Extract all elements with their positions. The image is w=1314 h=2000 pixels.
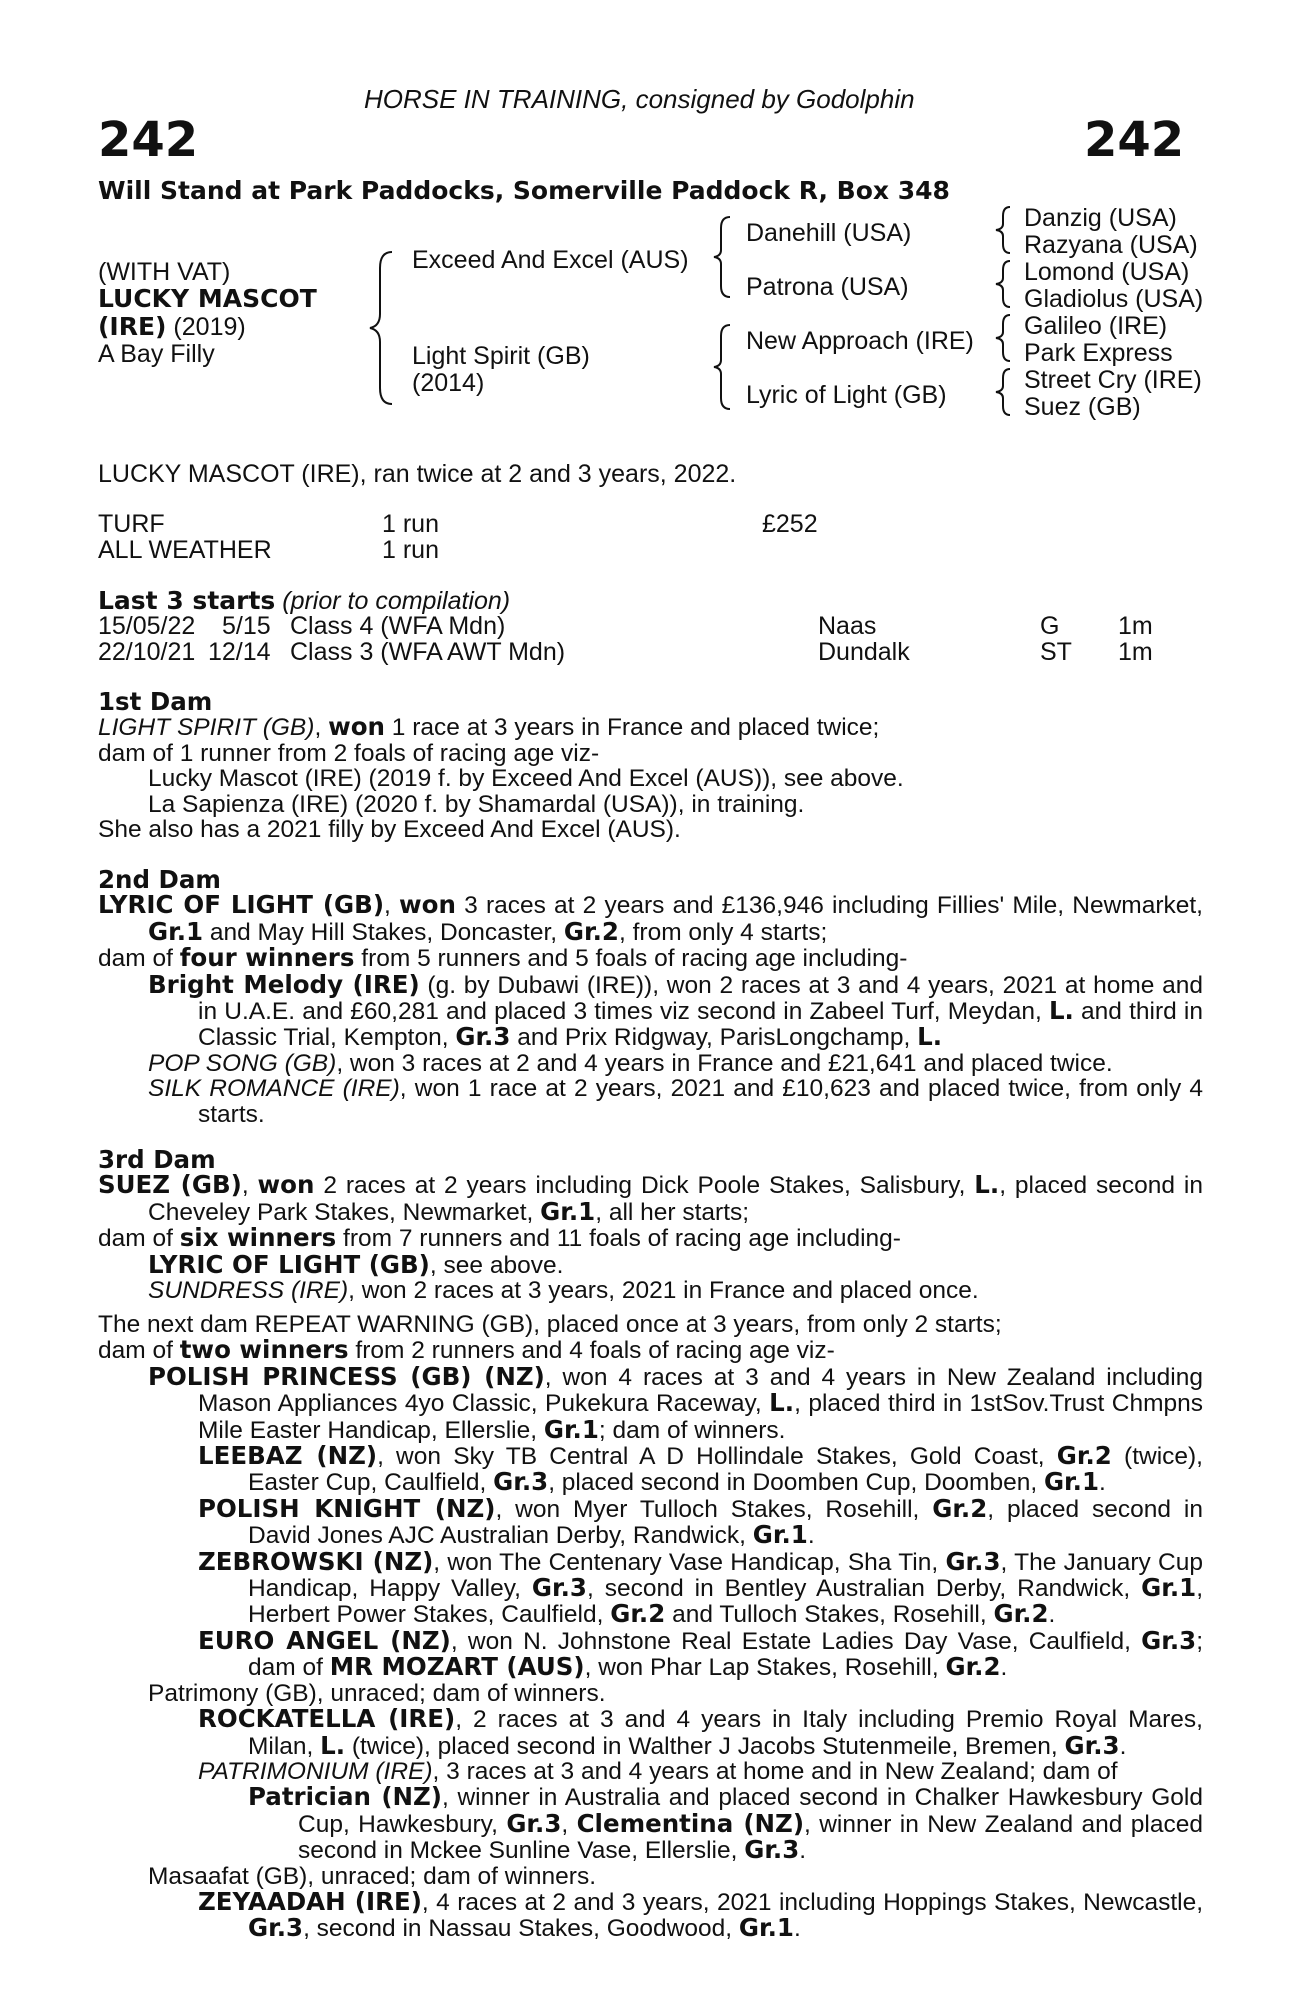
text: . [799,1837,807,1865]
produce-item [98,1759,1203,1784]
start-race: Class 4 (WFA Mdn) [290,612,506,640]
race-summary: LUCKY MASCOT (IRE), ran twice at 2 and 3 years, 2022. [98,460,737,488]
first-dam-note: She also has a 2021 filly by Exceed And Excel (AUS). [98,816,681,844]
start-going: G [1040,612,1060,640]
text: 1 race at 3 years in France and placed twice; [384,714,880,742]
aw-runs: 1 run [382,536,439,564]
text: , from only 4 starts; [618,918,828,946]
text: , won The Centenary Vase Handicap, Sha Tin, [433,1548,946,1576]
stand-info: Will Stand at Park Paddocks, Somerville Paddock R, Box 348 [98,176,950,205]
start-course: Dundalk [818,638,910,666]
won-label: won [257,1170,315,1200]
text: , placed third in 1stSov.Trust Chmpns Mile Easter Handicap, Ellerslie, [198,1390,1204,1444]
last-starts-title: Last 3 starts [98,586,276,615]
text: from 5 runners and 5 foals of racing age including- [354,945,908,973]
text: , won 2 races at 3 years, 2021 in France and placed once. [348,1277,979,1305]
produce-name: ZEYAADAH (IRE) [198,1886,422,1916]
grade-label: Gr.1 [148,916,204,946]
grade-label: Gr.1 [738,1913,794,1943]
text: , second in Nassau Stakes, Goodwood, [303,1915,739,1943]
text: . [1119,1732,1127,1760]
produce-name: PATRIMONIUM (IRE) [198,1757,433,1785]
start-going: ST [1040,638,1072,666]
text: ; dam of [248,1627,1203,1682]
second-dam-line: LYRIC OF LIGHT (GB), won 3 races at 2 years and £136,946 including Fillies' Mile, Newmarket, Gr.1 and May Hill Stakes, Doncaster, Gr.2, from only 4 starts; [98,890,1203,946]
first-dam-produce-intro: dam of 1 runner from 2 foals of racing age viz- [98,739,600,767]
text: , won 4 races at 3 and 4 years in New Zealand including Mason Appliances 4yo Classic, Pukekura Raceway, [198,1363,1203,1418]
text: , [314,714,329,742]
pedigree-brace-sd [994,258,1014,310]
grade-label: Gr.3 [455,1022,511,1052]
pedigree-sds: Lomond (USA) [1024,258,1190,286]
produce-item [98,1443,1203,1496]
produce-name: SUNDRESS (IRE) [148,1277,349,1305]
grade-label: Gr.3 [506,1808,562,1838]
pedigree-ssd: Razyana (USA) [1024,231,1198,259]
pedigree-dam: Light Spirit (GB) [412,342,590,370]
grade-label: Gr.2 [610,1599,666,1629]
text: dam of [98,1225,180,1253]
text: , won N. Johnstone Real Estate Ladies Day Vase, Caulfield, [450,1627,1142,1655]
text: . [793,1915,801,1943]
text: , won 1 race at 2 years, 2021 and £10,623 and placed twice, from only 4 starts. [198,1075,1203,1128]
lot-number-left: 242 [98,112,199,168]
produce-name: Clementina (NZ) [576,1808,805,1838]
produce-name: LEEBAZ (NZ) [198,1441,378,1471]
pedigree-ddd: Suez (GB) [1024,393,1141,421]
pedigree-brace-sire [712,214,734,300]
start-date: 22/10/21 [98,638,196,666]
grade-label: Gr.1 [543,1414,599,1444]
produce-item [98,1784,1203,1863]
horse-description: A Bay Filly [98,340,215,368]
text: and Tulloch Stakes, Rosehill, [665,1601,994,1629]
pedigree-dam-dam: Lyric of Light (GB) [746,381,947,409]
text: , 3 races at 3 and 4 years at home and in New Zealand; dam of [432,1757,1118,1785]
vat-label: (WITH VAT) [98,258,231,286]
text: dam of [98,1337,180,1365]
third-dam-produce-intro [98,1225,1203,1251]
produce-item: Lucky Mascot (IRE) (2019 f. by Exceed And Excel (AUS)), see above. [148,765,904,793]
produce-name: POLISH PRINCESS (GB) (NZ) [148,1361,545,1391]
text: , won Myer Tulloch Stakes, Rosehill, [495,1495,933,1523]
text: . [1048,1601,1056,1629]
grade-label: Gr.3 [744,1835,800,1865]
pedigree-brace-dam [712,322,734,412]
grade-label: Gr.2 [993,1599,1049,1629]
text: , 2 races at 3 and 4 years in Italy including Premio Royal Mares, Milan, [248,1706,1203,1760]
text: , placed second in Cheveley Park Stakes, Newmarket, [148,1172,1203,1226]
horse-country: (IRE) [98,312,167,341]
grade-label: L. [917,1022,943,1052]
produce-name: Patrician (NZ) [248,1782,442,1812]
turf-runs: 1 run [382,510,439,538]
grade-label: Gr.3 [1064,1730,1120,1760]
pedigree-sdd: Gladiolus (USA) [1024,285,1204,313]
produce-name: SILK ROMANCE (IRE) [148,1075,400,1103]
pedigree-sss: Danzig (USA) [1024,204,1177,232]
produce-item [98,1625,1203,1682]
pedigree-brace-main [368,248,398,408]
produce-item: Patrimony (GB), unraced; dam of winners. [148,1679,606,1707]
text: , second in Bentley Australian Derby, Randwick, [586,1575,1142,1603]
pedigree-brace-dd [994,366,1014,418]
pedigree-dds: Street Cry (IRE) [1024,366,1202,394]
produce-name: LYRIC OF LIGHT (GB) [148,1249,430,1279]
pedigree-sire-dam: Patrona (USA) [746,273,909,301]
pedigree-dam-year: (2014) [412,369,485,397]
text: and Prix Ridgway, ParisLongchamp, [510,1024,918,1052]
text: 2 races at 2 years including Dick Poole Stakes, Salisbury, [314,1172,975,1200]
pedigree-dam-sire: New Approach (IRE) [746,327,974,355]
third-dam-section [98,1147,1203,1303]
text: . [807,1522,815,1550]
won-label: won [399,890,456,920]
last-starts-note: (prior to compilation) [275,587,511,615]
produce-name: MR MOZART (AUS) [329,1652,585,1682]
grade-label: Gr.3 [531,1573,587,1603]
text: , winner in Australia and placed second in Chalker Hawkesbury Gold Cup, Hawkesbury, [298,1784,1203,1838]
grade-label: Gr.2 [945,1652,1001,1682]
produce-item [98,1076,1203,1127]
produce-item [98,1493,1204,1550]
grade-label: Gr.2 [932,1493,988,1523]
winners-count: six winners [179,1223,337,1253]
third-dam-line: SUEZ (GB), won 2 races at 2 years including Dick Poole Stakes, Salisbury, L., placed second in Cheveley Park Stakes, Newmarket, Gr.1, all her starts; [98,1170,1203,1226]
text: . [1000,1654,1008,1682]
first-dam-section [98,689,1203,842]
text: , Herbert Power Stakes, Caulfield, [248,1575,1203,1629]
text: , winner in New Zealand and placed second in Mckee Sunline Vase, Ellerslie, [298,1810,1203,1865]
text: ; dam of winners. [598,1416,786,1444]
second-dam-heading: 2nd Dam [98,865,221,894]
produce-item [98,1278,1203,1303]
text: , 4 races at 2 and 3 years, 2021 including Hoppings Stakes, Newcastle, [421,1888,1204,1916]
pedigree-sire-sire: Danehill (USA) [746,219,912,247]
grade-label: Gr.3 [1141,1625,1197,1655]
grade-label: Gr.1 [1141,1573,1197,1603]
won-label: won [328,712,385,742]
start-race: Class 3 (WFA AWT Mdn) [290,638,566,666]
grade-label: L. [320,1730,346,1760]
horse-year: (2019) [166,313,246,341]
start-position: 12/14 [208,638,271,666]
produce-name: POLISH KNIGHT (NZ) [198,1493,496,1523]
next-dam-produce-intro [98,1337,1203,1363]
grade-label: Gr.1 [540,1196,596,1226]
turf-earnings: £252 [762,510,818,538]
produce-name: Bright Melody (IRE) [148,969,420,999]
text: (twice), Easter Cup, Caulfield, [248,1443,1203,1497]
text: , placed second in Doomben Cup, Doomben, [548,1469,1044,1497]
text: , won Sky TB Central A D Hollindale Stakes, Gold Coast, [377,1443,1057,1471]
pedigree-dss: Galileo (IRE) [1024,312,1168,340]
text: , placed second in David Jones AJC Australian Derby, Randwick, [248,1495,1204,1550]
text: , won 3 races at 2 and 4 years in France and £21,641 and placed twice. [336,1049,1113,1077]
text: from 7 runners and 11 foals of racing age including- [336,1225,901,1253]
aw-label: ALL WEATHER [98,536,272,564]
produce-item [98,1249,1203,1279]
start-distance: 1m [1118,612,1153,640]
grade-label: Gr.2 [1056,1441,1112,1471]
third-dam-name: SUEZ (GB) [98,1170,242,1200]
text: 3 races at 2 years and £136,946 including Fillies' Mile, Newmarket, [455,892,1203,920]
grade-label: L. [974,1170,1000,1200]
produce-item [98,1886,1204,1943]
grade-label: L. [769,1388,795,1418]
text: , won Phar Lap Stakes, Rosehill, [584,1654,946,1682]
grade-label: Gr.1 [1043,1467,1099,1497]
produce-item [98,1706,1203,1759]
produce-item [98,1361,1204,1444]
text: , see above. [429,1251,564,1279]
winners-count: four winners [179,943,355,973]
text: , all her starts; [595,1198,750,1226]
text: . [1099,1469,1106,1497]
text: , [561,1810,577,1838]
produce-item [98,969,1203,1052]
page-header-title: HORSE IN TRAINING, consigned by Godolphin [364,84,915,114]
horse-name-line2 [98,312,246,342]
start-position: 5/15 [222,612,271,640]
text: , The January Cup Handicap, Happy Valley, [248,1548,1203,1603]
grade-label: Gr.3 [493,1467,549,1497]
grade-label: Gr.3 [248,1913,304,1943]
next-dam-section [98,1312,1203,1942]
text: and third in Classic Trial, Kempton, [198,998,1203,1052]
second-dam-name: LYRIC OF LIGHT (GB) [98,890,385,920]
third-dam-heading: 3rd Dam [98,1145,216,1174]
start-date: 15/05/22 [98,612,196,640]
produce-name: ROCKATELLA (IRE) [198,1704,456,1734]
second-dam-section [98,867,1203,1127]
grade-label: L. [1048,996,1074,1026]
start-course: Naas [818,612,877,640]
turf-label: TURF [98,510,165,538]
first-dam-heading: 1st Dam [98,687,213,716]
text: from 2 runners and 4 foals of racing age viz- [348,1337,835,1365]
grade-label: Gr.2 [563,916,619,946]
produce-name: ZEBROWSKI (NZ) [198,1546,434,1576]
first-dam-line [98,714,1203,740]
produce-name: POP SONG (GB) [148,1049,337,1077]
grade-label: Gr.1 [752,1520,808,1550]
pedigree-sire: Exceed And Excel (AUS) [412,246,689,274]
horse-name: LUCKY MASCOT [98,284,317,313]
first-dam-name: LIGHT SPIRIT (GB) [98,714,315,742]
winners-count: two winners [179,1335,349,1365]
produce-item [98,1546,1203,1629]
grade-label: Gr.3 [945,1546,1001,1576]
pedigree-brace-ss [994,204,1014,256]
text: and May Hill Stakes, Doncaster, [203,918,564,946]
next-dam-line: The next dam REPEAT WARNING (GB), placed once at 3 years, from only 2 starts; [98,1311,1002,1338]
produce-item [98,1051,1203,1076]
produce-item: Masaafat (GB), unraced; dam of winners. [148,1862,596,1890]
second-dam-produce-intro [98,945,1203,971]
start-distance: 1m [1118,638,1153,666]
text: (twice), placed second in Walther J Jacobs Stutenmeile, Bremen, [345,1732,1065,1760]
pedigree-dsd: Park Express [1024,339,1173,367]
pedigree-brace-ds [994,312,1014,364]
text: dam of [98,945,180,973]
produce-name: EURO ANGEL (NZ) [198,1625,451,1655]
produce-item: La Sapienza (IRE) (2020 f. by Shamardal (USA)), in training. [148,790,805,818]
lot-number-right: 242 [1084,112,1185,168]
text: (g. by Dubawi (IRE)), won 2 races at 3 and 4 years, 2021 at home and in U.A.E. and £60,281 and placed 3 times viz second in Zabeel Turf, Meydan, [198,971,1203,1026]
